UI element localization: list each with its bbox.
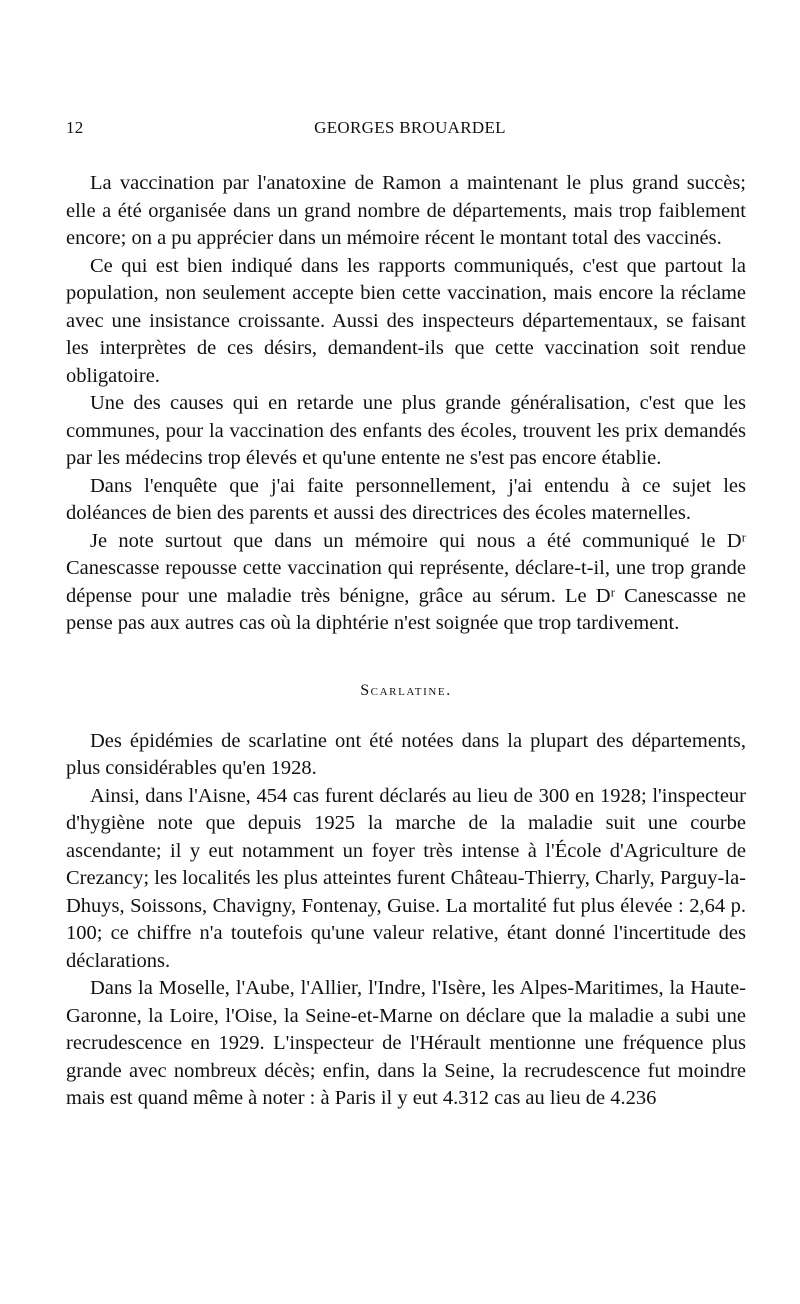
section-heading: Scarlatine. — [360, 681, 452, 699]
running-title: GEORGES BROUARDEL — [314, 118, 506, 137]
section-diphtheria — [66, 170, 746, 638]
paragraph: Je note surtout que dans un mémoire qui nous a été communiqué le Dʳ Canescasse repousse cette vaccination qui représente, déclare-t-il, une trop grande dépense pour une maladie très bénigne, grâce au sérum. Le Dʳ Canescasse ne pense pas aux autres cas où la diphtérie n'est soignée que trop tardivement. — [66, 529, 746, 634]
paragraph: Une des causes qui en retarde une plus grande généralisation, c'est que les communes, pour la vaccination des enfants des écoles, trouvent les prix demandés par les médecins trop élevés et qu'une entente ne s'est pas encore établie. — [66, 392, 746, 469]
paragraph: Des épidémies de scarlatine ont été notées dans la plupart des départements, plus considérables qu'en 1928. — [66, 729, 746, 779]
page-number: 12 — [66, 118, 84, 137]
book-page — [66, 118, 746, 1113]
paragraph: Dans la Moselle, l'Aube, l'Allier, l'Indre, l'Isère, les Alpes-Maritimes, la Haute-Garonne, la Loire, l'Oise, la Seine-et-Marne on déclare que la maladie a subi une recrudescence en 1929. L'inspecteur de l'Hérault mentionne une fréquence plus grande avec nombreux décès; enfin, dans la Seine, la recrudescence fut moindre mais est quand même à noter : à Paris il y eut 4.312 cas au lieu de 4.236 — [66, 977, 746, 1109]
paragraph: Ainsi, dans l'Aisne, 454 cas furent déclarés au lieu de 300 en 1928; l'inspecteur d'hygiène note que depuis 1925 la marche de la maladie suit une courbe ascendante; il y eut notamment un foyer très intense à l'École d'Agriculture de Crezancy; les localités les plus atteintes furent Château-Thierry, Charly, Parguy-la-Dhuys, Soissons, Chavigny, Fontenay, Guise. La mortalité fut plus élevée : 2,64 p. 100; ce chiffre n'a toutefois qu'une valeur relative, étant donné l'incertitude des déclarations. — [66, 784, 746, 972]
paragraph: Ce qui est bien indiqué dans les rapports communiqués, c'est que partout la population, non seulement accepte bien cette vaccination, mais encore la réclame avec une insistance croissante. Aussi des inspecteurs départementaux, se faisant les interprètes de ces désirs, demandent-ils que cette vaccination soit rendue obligatoire. — [66, 254, 746, 387]
running-head — [66, 118, 746, 148]
section-scarlatine — [66, 682, 746, 1113]
paragraph: Dans l'enquête que j'ai faite personnellement, j'ai entendu à ce sujet les doléances de bien des parents et aussi des directrices des écoles maternelles. — [66, 474, 746, 524]
paragraph: La vaccination par l'anatoxine de Ramon a maintenant le plus grand succès; elle a été organisée dans un grand nombre de départements, mais trop faiblement encore; on a pu apprécier dans un mémoire récent le montant total des vaccinés. — [66, 172, 746, 249]
